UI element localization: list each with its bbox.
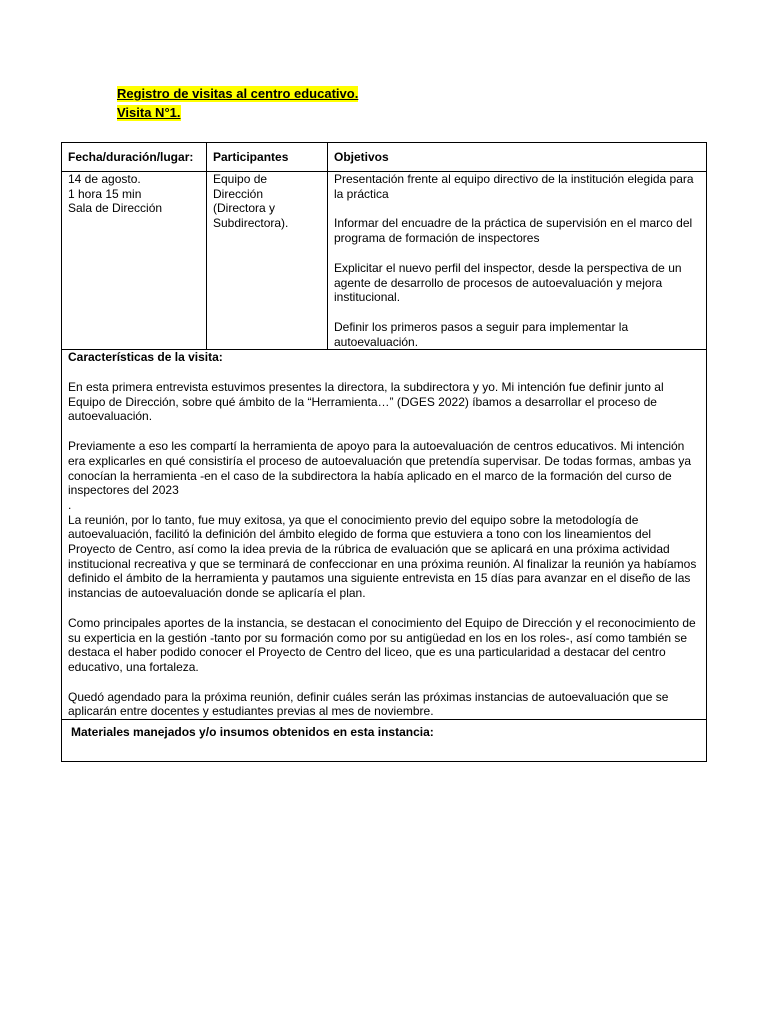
place-line: Sala de Dirección (68, 201, 163, 216)
materials-title: Materiales manejados y/o insumos obtenidos en esta instancia: (62, 720, 707, 762)
document-title: Registro de visitas al centro educativo. (117, 86, 359, 101)
document-heading (117, 84, 358, 122)
header-date-duration-place: Fecha/duración/lugar: (62, 143, 207, 172)
characteristics-row (62, 350, 707, 720)
header-objectives: Objetivos (328, 143, 707, 172)
participants-line: Equipo de (213, 172, 268, 186)
characteristics-paragraph: Previamente a eso les compartí la herramienta de apoyo para la autoevaluación de centros educativos. Mi intención era explicarles en qué consistiría el proceso de autoevaluación que pretendía supervisar. De todas formas, ambas ya conocían la herramienta -en el caso de la subdirectora la había aplicado en el marco de la formación del curso de inspectores del 2023 (68, 439, 692, 498)
objectives-cell (328, 172, 707, 350)
materials-row (62, 720, 707, 762)
header-participants: Participantes (207, 143, 328, 172)
date-cell (62, 172, 207, 350)
duration-line: 1 hora 15 min (68, 186, 142, 201)
visit-record-table (61, 142, 707, 762)
characteristics-paragraph: En esta primera entrevista estuvimos presentes la directora, la subdirectora y yo. Mi intención fue definir junto al Equipo de Dirección, sobre qué ámbito de la “Herramienta…” (DGES 2022) íbamos a desarrollar el proceso de autoevaluación. (68, 380, 664, 424)
objective-item: Informar del encuadre de la práctica de supervisión en el marco del programa de formación de inspectores (334, 216, 693, 246)
characteristics-title: Características de la visita: (68, 350, 223, 365)
table-row (62, 172, 707, 350)
objective-item: Explicitar el nuevo perfil del inspector, desde la perspectiva de un agente de desarrollo de procesos de autoevaluación y mejora institucional. (334, 260, 682, 305)
participants-line: (Directora y (213, 201, 276, 216)
characteristics-paragraph: Quedó agendado para la próxima reunión, definir cuáles serán las próximas instancias de autoevaluación que se aplicarán entre docentes y estudiantes previas al mes de noviembre. (68, 689, 669, 719)
table-header-row (62, 143, 707, 172)
objective-item: Definir los primeros pasos a seguir para implementar la autoevaluación. (334, 319, 629, 349)
characteristics-cell (62, 350, 707, 720)
characteristics-paragraph: . (68, 497, 72, 512)
participants-cell (207, 172, 328, 350)
characteristics-paragraph: Como principales aportes de la instancia, se destacan el conocimiento del Equipo de Dirección y el reconocimiento de su experticia en la gestión -tanto por su formación como por su antigüedad en los en los roles-, así como también se destaca el haber podido conocer el Proyecto de Centro del liceo, que es una particularidad a destacar del centro educativo, una fortaleza. (68, 615, 696, 674)
participants-line: Dirección (213, 186, 264, 201)
participants-line: Subdirectora). (213, 216, 289, 231)
visit-number: Visita N°1. (117, 105, 181, 120)
objective-item: Presentación frente al equipo directivo de la institución elegida para la práctica (334, 172, 694, 201)
date-line: 14 de agosto. (68, 172, 141, 186)
characteristics-paragraph: La reunión, por lo tanto, fue muy exitosa, ya que el conocimiento previo del equipo sobre la metodología de autoevaluación, facilitó la definición del ámbito elegido de forma que estuviera a tono con los lineamientos del Proyecto de Centro, así como la idea previa de la rúbrica de evaluación que se aplicará en una próxima actividad institucional recreativa y que se terminará de confeccionar en una próxima reunión. Al finalizar la reunión ya habíamos definido el ámbito de la herramienta y pautamos una siguiente entrevista en 15 días para avanzar en el diseño de las instancias de autoevaluación donde se aplicaría el plan. (68, 512, 697, 601)
